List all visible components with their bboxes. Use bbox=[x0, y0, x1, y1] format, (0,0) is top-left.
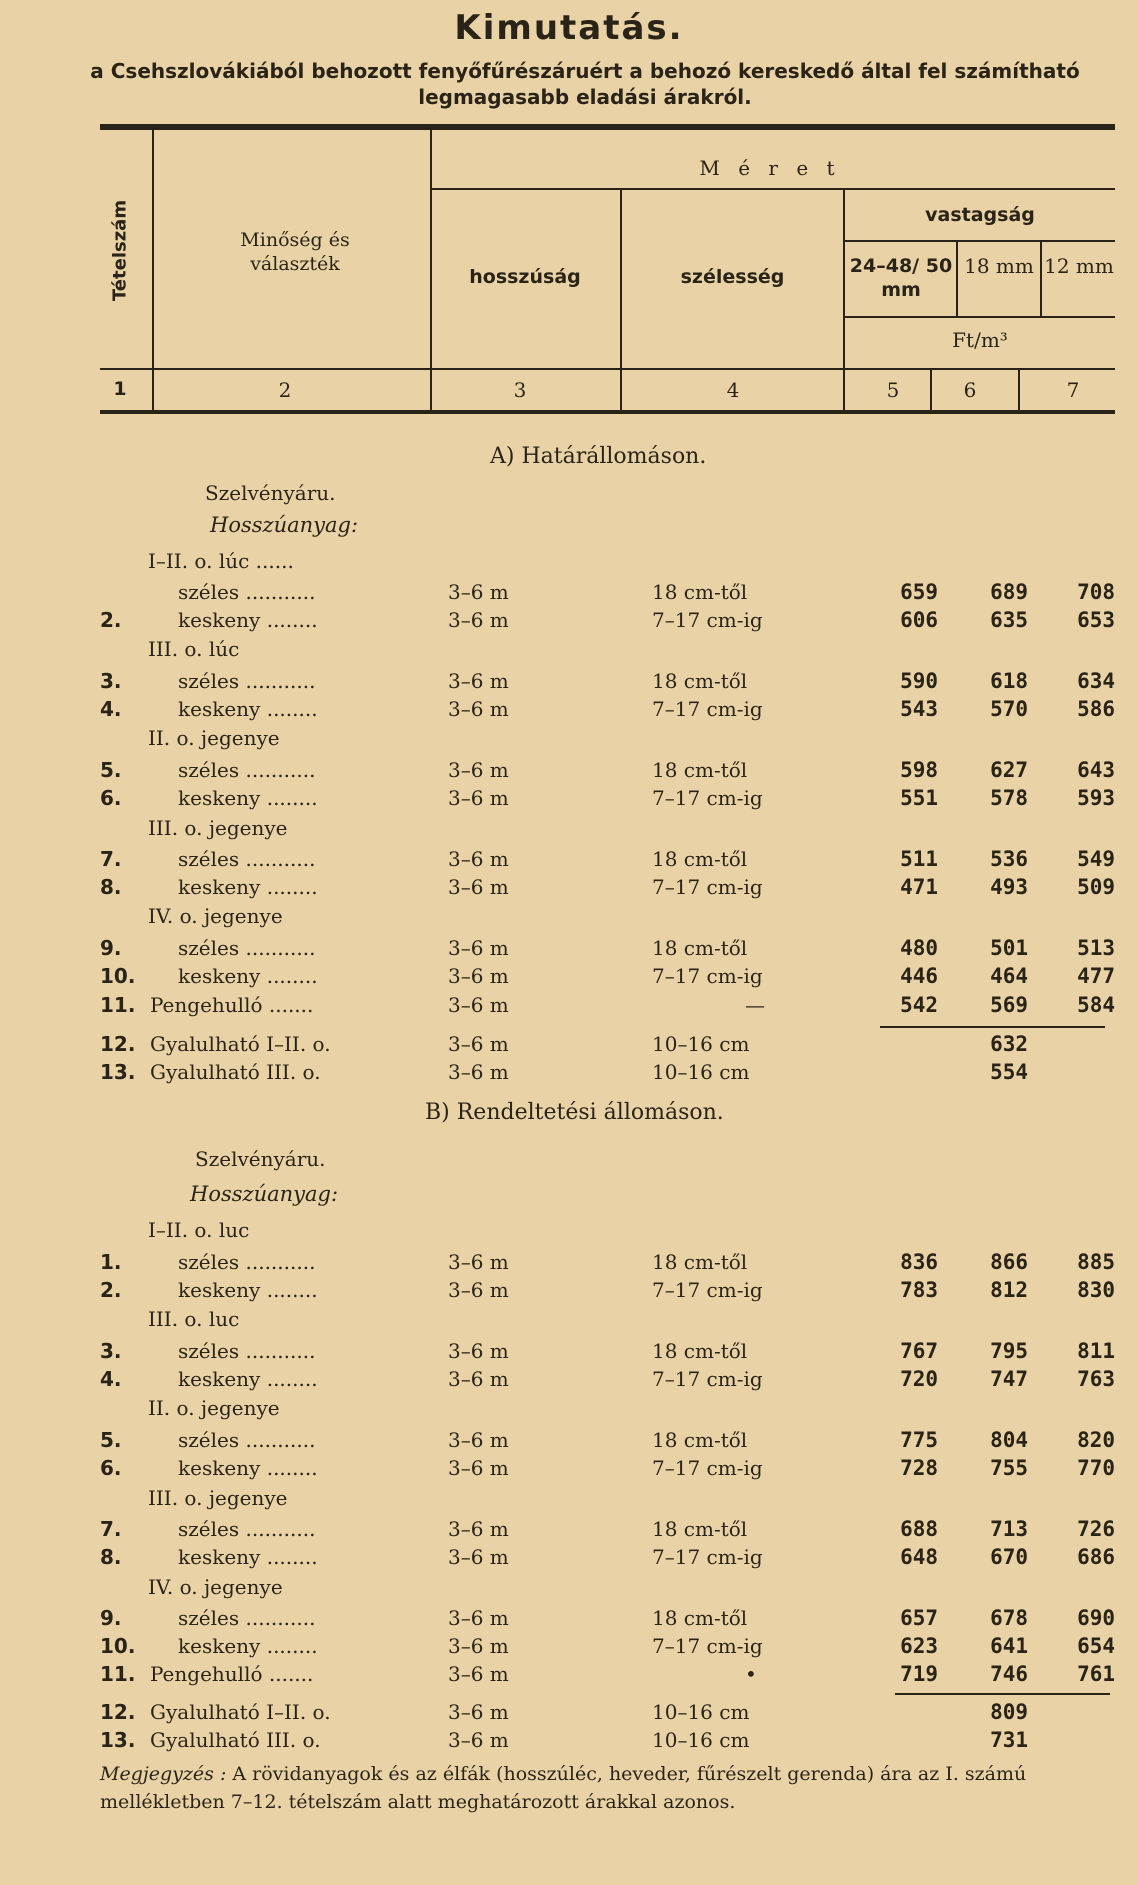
row-price-18mm: 746 bbox=[990, 1662, 1028, 1686]
row-length: 3–6 m bbox=[448, 580, 509, 604]
row-price-24-48mm: 767 bbox=[900, 1339, 938, 1363]
col-divider-1 bbox=[152, 130, 154, 412]
header-szelesseg: szélesség bbox=[680, 266, 785, 288]
row-price-12mm: 811 bbox=[1077, 1339, 1115, 1363]
row-number: 6. bbox=[100, 786, 122, 810]
row-length: 3–6 m bbox=[448, 993, 509, 1017]
row-length: 3–6 m bbox=[448, 669, 509, 693]
row-length: 3–6 m bbox=[448, 1517, 509, 1541]
row-number: 8. bbox=[100, 875, 122, 899]
row-name: széles ........... bbox=[178, 847, 316, 871]
row-price-12mm: 708 bbox=[1077, 580, 1115, 604]
row-price-18mm: 578 bbox=[990, 786, 1028, 810]
row-price-18mm: 554 bbox=[990, 1060, 1028, 1084]
row-price-24-48mm: 480 bbox=[900, 936, 938, 960]
row-price-18mm: 464 bbox=[990, 964, 1028, 988]
row-price-12mm: 820 bbox=[1077, 1428, 1115, 1452]
row-price-12mm: 513 bbox=[1077, 936, 1115, 960]
row-length: 3–6 m bbox=[448, 1060, 509, 1084]
group-label: IV. o. jegenye bbox=[148, 1575, 283, 1599]
group-label: III. o. lúc bbox=[148, 637, 240, 661]
row-price-18mm: 627 bbox=[990, 758, 1028, 782]
row-name: keskeny ........ bbox=[178, 964, 318, 988]
group-label: II. o. jegenye bbox=[148, 1396, 280, 1420]
row-price-12mm: 690 bbox=[1077, 1606, 1115, 1630]
row-name: keskeny ........ bbox=[178, 786, 318, 810]
group-label: III. o. luc bbox=[148, 1307, 240, 1331]
row-price-12mm: 586 bbox=[1077, 697, 1115, 721]
unit-rule bbox=[845, 316, 1115, 318]
row-number: 12. bbox=[100, 1700, 136, 1724]
row-price-24-48mm: 623 bbox=[900, 1634, 938, 1658]
row-price-12mm: 761 bbox=[1077, 1662, 1115, 1686]
row-number: 7. bbox=[100, 847, 122, 871]
row-price-24-48mm: 606 bbox=[900, 608, 938, 632]
row-price-18mm: 689 bbox=[990, 580, 1028, 604]
row-name: széles ........... bbox=[178, 1606, 316, 1630]
group-label: I–II. o. luc bbox=[148, 1218, 250, 1242]
col-divider-3 bbox=[620, 190, 622, 412]
row-number: 1. bbox=[100, 1250, 122, 1274]
col-divider-8 bbox=[1018, 370, 1020, 410]
row-width: 18 cm-től bbox=[652, 758, 748, 782]
row-length: 3–6 m bbox=[448, 1367, 509, 1391]
colnum-3: 3 bbox=[513, 378, 527, 402]
row-width: 18 cm-től bbox=[652, 669, 748, 693]
row-name: keskeny ........ bbox=[178, 1278, 318, 1302]
row-price-18mm: 812 bbox=[990, 1278, 1028, 1302]
colnum-rule bbox=[100, 368, 1115, 370]
header-bottom-rule bbox=[100, 410, 1115, 414]
row-price-18mm: 747 bbox=[990, 1367, 1028, 1391]
row-width: 18 cm-től bbox=[652, 1428, 748, 1452]
row-name: keskeny ........ bbox=[178, 875, 318, 899]
row-price-12mm: 770 bbox=[1077, 1456, 1115, 1480]
row-price-12mm: 549 bbox=[1077, 847, 1115, 871]
row-length: 3–6 m bbox=[448, 1700, 509, 1724]
row-width: 10–16 cm bbox=[652, 1060, 750, 1084]
colnum-7: 7 bbox=[1066, 378, 1080, 402]
header-v3: 12 mm bbox=[1044, 254, 1114, 278]
row-length: 3–6 m bbox=[448, 1456, 509, 1480]
row-width: 18 cm-től bbox=[652, 936, 748, 960]
row-number: 3. bbox=[100, 669, 122, 693]
row-price-12mm: 763 bbox=[1077, 1367, 1115, 1391]
row-length: 3–6 m bbox=[448, 758, 509, 782]
row-price-18mm: 678 bbox=[990, 1606, 1028, 1630]
row-number: 7. bbox=[100, 1517, 122, 1541]
row-name: keskeny ........ bbox=[178, 1456, 318, 1480]
row-price-12mm: 885 bbox=[1077, 1250, 1115, 1274]
row-width: 7–17 cm-ig bbox=[652, 697, 763, 721]
col-divider-5 bbox=[956, 242, 958, 316]
row-length: 3–6 m bbox=[448, 936, 509, 960]
col-divider-2 bbox=[430, 130, 432, 412]
header-v1: 24–48/ 50 mm bbox=[849, 255, 953, 301]
footnote bbox=[100, 1760, 1110, 1816]
row-price-24-48mm: 598 bbox=[900, 758, 938, 782]
row-price-24-48mm: 728 bbox=[900, 1456, 938, 1480]
row-name: Pengehulló ....... bbox=[150, 1662, 314, 1686]
header-meret: M é r e t bbox=[699, 156, 841, 180]
row-price-12mm: 477 bbox=[1077, 964, 1115, 988]
header-unit: Ft/m³ bbox=[952, 328, 1008, 352]
section-b-hosszu: Hosszúanyag: bbox=[190, 1182, 339, 1206]
row-number: 13. bbox=[100, 1728, 136, 1752]
footnote-label: Megjegyzés : bbox=[100, 1763, 227, 1785]
row-price-12mm: 726 bbox=[1077, 1517, 1115, 1541]
row-length: 3–6 m bbox=[448, 1606, 509, 1630]
row-number: 5. bbox=[100, 1428, 122, 1452]
header-minoseg: Minőség és választék bbox=[240, 229, 350, 275]
row-width: 7–17 cm-ig bbox=[652, 786, 763, 810]
row-price-24-48mm: 836 bbox=[900, 1250, 938, 1274]
row-length: 3–6 m bbox=[448, 786, 509, 810]
row-width: 7–17 cm-ig bbox=[652, 1367, 763, 1391]
row-width: 7–17 cm-ig bbox=[652, 964, 763, 988]
row-name: széles ........... bbox=[178, 580, 316, 604]
row-number: 11. bbox=[100, 1662, 136, 1686]
row-name: széles ........... bbox=[178, 1428, 316, 1452]
row-price-24-48mm: 719 bbox=[900, 1662, 938, 1686]
row-name: keskeny ........ bbox=[178, 1367, 318, 1391]
row-length: 3–6 m bbox=[448, 1662, 509, 1686]
row-price-12mm: 509 bbox=[1077, 875, 1115, 899]
row-length: 3–6 m bbox=[448, 1032, 509, 1056]
row-name: Gyalulható I–II. o. bbox=[150, 1032, 331, 1056]
row-price-18mm: 632 bbox=[990, 1032, 1028, 1056]
row-width: 7–17 cm-ig bbox=[652, 1545, 763, 1569]
header-vastagsag: vastagság bbox=[925, 204, 1035, 226]
page-subtitle: a Csehszlovákiából behozott fenyőfűrészáruért a behozó kereskedő által fel számítható legmagasabb eladási árakról. bbox=[90, 59, 1080, 109]
row-number: 6. bbox=[100, 1456, 122, 1480]
group-label: I–II. o. lúc ...... bbox=[148, 549, 294, 573]
section-a-hosszu: Hosszúanyag: bbox=[210, 513, 359, 537]
row-name: Gyalulható I–II. o. bbox=[150, 1700, 331, 1724]
row-length: 3–6 m bbox=[448, 1728, 509, 1752]
row-length: 3–6 m bbox=[448, 1634, 509, 1658]
meret-rule bbox=[432, 188, 1115, 190]
row-number: 5. bbox=[100, 758, 122, 782]
col-divider-6 bbox=[1040, 242, 1042, 316]
row-price-24-48mm: 720 bbox=[900, 1367, 938, 1391]
row-width: 7–17 cm-ig bbox=[652, 1456, 763, 1480]
group-label: III. o. jegenye bbox=[148, 1486, 288, 1510]
row-number: 3. bbox=[100, 1339, 122, 1363]
row-length: 3–6 m bbox=[448, 964, 509, 988]
colnum-6: 6 bbox=[963, 378, 977, 402]
row-price-18mm: 670 bbox=[990, 1545, 1028, 1569]
row-price-24-48mm: 511 bbox=[900, 847, 938, 871]
row-name: keskeny ........ bbox=[178, 697, 318, 721]
row-width: 7–17 cm-ig bbox=[652, 1278, 763, 1302]
colnum-1: 1 bbox=[113, 378, 127, 400]
row-price-24-48mm: 542 bbox=[900, 993, 938, 1017]
row-price-18mm: 635 bbox=[990, 608, 1028, 632]
row-price-24-48mm: 471 bbox=[900, 875, 938, 899]
row-length: 3–6 m bbox=[448, 1339, 509, 1363]
row-number: 10. bbox=[100, 964, 136, 988]
vastagsag-rule bbox=[845, 240, 1115, 242]
row-price-18mm: 804 bbox=[990, 1428, 1028, 1452]
row-name: széles ........... bbox=[178, 758, 316, 782]
row-price-18mm: 569 bbox=[990, 993, 1028, 1017]
col-divider-4 bbox=[843, 190, 845, 412]
row-width: 10–16 cm bbox=[652, 1728, 750, 1752]
row-price-18mm: 570 bbox=[990, 697, 1028, 721]
row-number: 2. bbox=[100, 1278, 122, 1302]
section-a-title: A) Határállomáson. bbox=[490, 444, 707, 469]
row-price-24-48mm: 657 bbox=[900, 1606, 938, 1630]
row-number: 11. bbox=[100, 993, 136, 1017]
row-price-24-48mm: 590 bbox=[900, 669, 938, 693]
row-name: Gyalulható III. o. bbox=[150, 1728, 321, 1752]
row-price-18mm: 501 bbox=[990, 936, 1028, 960]
section-b-szelveny: Szelvényáru. bbox=[195, 1147, 326, 1171]
footnote-text: A rövidanyagok és az élfák (hosszúléc, heveder, fűrészelt gerenda) ára az I. számú mellékletben 7–12. tételszám alatt meghatározott árakkal azonos. bbox=[100, 1763, 1027, 1813]
row-price-18mm: 866 bbox=[990, 1250, 1028, 1274]
section-a-total-rule bbox=[880, 1026, 1105, 1028]
row-width: 18 cm-től bbox=[652, 1250, 748, 1274]
row-price-18mm: 795 bbox=[990, 1339, 1028, 1363]
row-name: széles ........... bbox=[178, 936, 316, 960]
row-price-12mm: 686 bbox=[1077, 1545, 1115, 1569]
header-v2: 18 mm bbox=[964, 254, 1034, 278]
row-number: 4. bbox=[100, 697, 122, 721]
row-price-18mm: 713 bbox=[990, 1517, 1028, 1541]
row-name: keskeny ........ bbox=[178, 1634, 318, 1658]
row-price-18mm: 493 bbox=[990, 875, 1028, 899]
row-width: 18 cm-től bbox=[652, 1517, 748, 1541]
header-tetelszam: Tételszám bbox=[109, 199, 131, 302]
row-price-18mm: 618 bbox=[990, 669, 1028, 693]
row-price-18mm: 755 bbox=[990, 1456, 1028, 1480]
row-width: • bbox=[745, 1662, 757, 1686]
page-title: Kimutatás. bbox=[454, 8, 684, 48]
row-price-18mm: 731 bbox=[990, 1728, 1028, 1752]
row-number: 10. bbox=[100, 1634, 136, 1658]
row-width: — bbox=[745, 993, 765, 1017]
row-price-24-48mm: 543 bbox=[900, 697, 938, 721]
row-name: széles ........... bbox=[178, 1517, 316, 1541]
row-price-24-48mm: 551 bbox=[900, 786, 938, 810]
group-label: III. o. jegenye bbox=[148, 816, 288, 840]
section-b-title: B) Rendeltetési állomáson. bbox=[425, 1100, 724, 1125]
row-price-12mm: 653 bbox=[1077, 608, 1115, 632]
row-number: 9. bbox=[100, 936, 122, 960]
group-label: IV. o. jegenye bbox=[148, 904, 283, 928]
row-price-12mm: 643 bbox=[1077, 758, 1115, 782]
row-price-12mm: 654 bbox=[1077, 1634, 1115, 1658]
row-price-12mm: 830 bbox=[1077, 1278, 1115, 1302]
colnum-4: 4 bbox=[726, 378, 740, 402]
row-number: 9. bbox=[100, 1606, 122, 1630]
section-a-szelveny: Szelvényáru. bbox=[205, 481, 336, 505]
row-price-24-48mm: 659 bbox=[900, 580, 938, 604]
row-length: 3–6 m bbox=[448, 847, 509, 871]
row-price-12mm: 634 bbox=[1077, 669, 1115, 693]
row-width: 18 cm-től bbox=[652, 580, 748, 604]
row-length: 3–6 m bbox=[448, 697, 509, 721]
row-price-18mm: 536 bbox=[990, 847, 1028, 871]
row-width: 10–16 cm bbox=[652, 1032, 750, 1056]
row-width: 18 cm-től bbox=[652, 847, 748, 871]
group-label: II. o. jegenye bbox=[148, 726, 280, 750]
row-length: 3–6 m bbox=[448, 1428, 509, 1452]
row-number: 12. bbox=[100, 1032, 136, 1056]
col-divider-7 bbox=[930, 370, 932, 410]
row-length: 3–6 m bbox=[448, 875, 509, 899]
row-width: 7–17 cm-ig bbox=[652, 875, 763, 899]
row-width: 18 cm-től bbox=[652, 1339, 748, 1363]
row-price-24-48mm: 688 bbox=[900, 1517, 938, 1541]
row-length: 3–6 m bbox=[448, 1278, 509, 1302]
row-length: 3–6 m bbox=[448, 1250, 509, 1274]
row-number: 13. bbox=[100, 1060, 136, 1084]
row-number: 2. bbox=[100, 608, 122, 632]
row-width: 10–16 cm bbox=[652, 1700, 750, 1724]
row-price-24-48mm: 775 bbox=[900, 1428, 938, 1452]
header-hosszusag: hosszúság bbox=[469, 266, 581, 288]
row-number: 4. bbox=[100, 1367, 122, 1391]
row-price-18mm: 641 bbox=[990, 1634, 1028, 1658]
header-top-rule bbox=[100, 124, 1115, 130]
row-name: Pengehulló ....... bbox=[150, 993, 314, 1017]
row-price-24-48mm: 446 bbox=[900, 964, 938, 988]
colnum-5: 5 bbox=[886, 378, 900, 402]
row-width: 7–17 cm-ig bbox=[652, 1634, 763, 1658]
row-name: széles ........... bbox=[178, 1339, 316, 1363]
row-name: keskeny ........ bbox=[178, 1545, 318, 1569]
row-price-18mm: 809 bbox=[990, 1700, 1028, 1724]
row-price-12mm: 593 bbox=[1077, 786, 1115, 810]
row-price-12mm: 584 bbox=[1077, 993, 1115, 1017]
row-width: 18 cm-től bbox=[652, 1606, 748, 1630]
row-length: 3–6 m bbox=[448, 1545, 509, 1569]
row-name: széles ........... bbox=[178, 1250, 316, 1274]
row-width: 7–17 cm-ig bbox=[652, 608, 763, 632]
row-name: széles ........... bbox=[178, 669, 316, 693]
row-price-24-48mm: 648 bbox=[900, 1545, 938, 1569]
row-price-24-48mm: 783 bbox=[900, 1278, 938, 1302]
row-name: keskeny ........ bbox=[178, 608, 318, 632]
colnum-2: 2 bbox=[278, 378, 292, 402]
row-name: Gyalulható III. o. bbox=[150, 1060, 321, 1084]
section-b-total-rule bbox=[895, 1693, 1110, 1695]
row-length: 3–6 m bbox=[448, 608, 509, 632]
row-number: 8. bbox=[100, 1545, 122, 1569]
